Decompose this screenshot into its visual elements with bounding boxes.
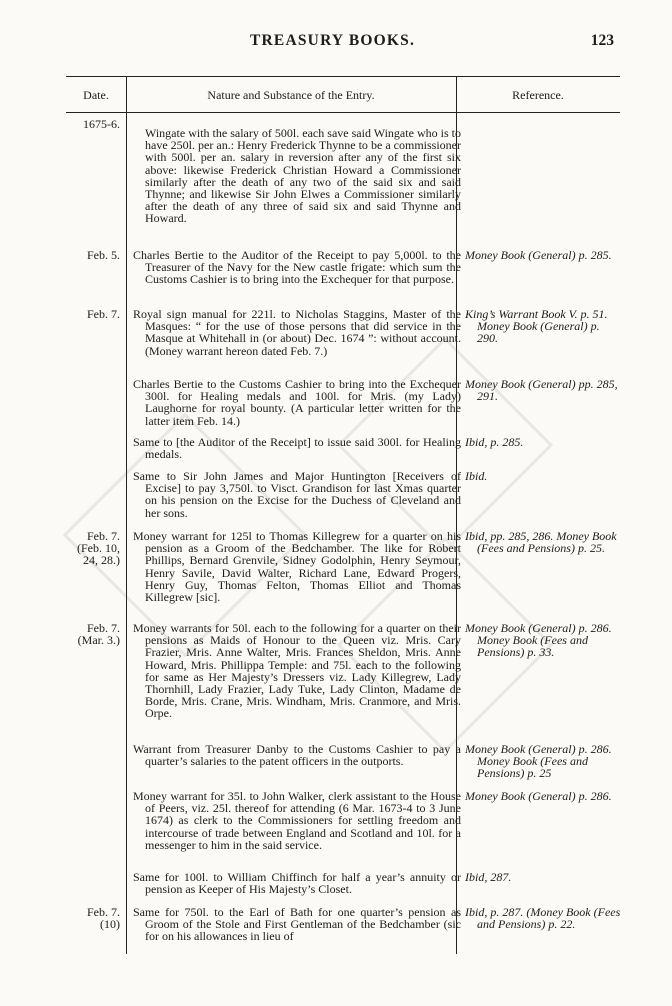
entry-text: Money warrant for 35l. to John Walker, clerk assistant to the House of Peers, viz. 25l. thereof for attending (6 Mar. 1673-4 to 3 June 1674) as clerk to the Commissioners for settling freedom and intercourse of trade between England and Scotland and 10l. for a messenger to him in the said service.: [133, 789, 461, 852]
page-title: TREASURY BOOKS.: [250, 32, 416, 49]
page-number: 123: [590, 32, 614, 49]
row-date: Feb. 7.: [87, 307, 120, 321]
entry-text: Charles Bertie to the Customs Cashier to bring into the Exchequer 300l. for Healing medals and 100l. for Mris. (my Lady) Laughorne for royal bounty. (A particular letter written for the latter item Feb. 14.): [133, 377, 461, 428]
entry-reference: King’s Warrant Book V. p. 51. Money Book (General) p. 290.: [465, 307, 608, 346]
entry-reference: Ibid.: [465, 469, 488, 483]
entry-reference: Ibid, pp. 285, 286. Money Book (Fees and Pensions) p. 25.: [465, 529, 617, 556]
entry-reference: Money Book (General) pp. 285, 291.: [465, 377, 618, 404]
row-date: Feb. 7. (Feb. 10, 24, 28.): [77, 529, 120, 568]
entry-text: Warrant from Treasurer Danby to the Customs Cashier to pay a quarter’s salaries to the patent officers in the outports.: [133, 742, 461, 769]
column-header-reference: Reference.: [512, 88, 564, 102]
entry-text: Royal sign manual for 221l. to Nicholas Staggins, Master of the Masques: “ for the use of those persons that did service in the Masque at Whitehall in (or about) Dec. 1674 ”: without account. (Money warrant hereon dated Feb. 7.): [133, 307, 461, 358]
entry-reference: Ibid, 287.: [465, 870, 512, 884]
entry-reference: Money Book (General) p. 286. Money Book (Fees and Pensions) p. 25: [465, 742, 612, 781]
entry-text: Same to [the Auditor of the Receipt] to issue said 300l. for Healing medals.: [133, 435, 461, 462]
entry-text: Same for 100l. to William Chiffinch for half a year’s annuity or pension as Keeper of His Majesty’s Closet.: [133, 870, 461, 897]
entry-reference: Money Book (General) p. 285.: [465, 248, 612, 262]
entry-reference: Money Book (General) p. 286.: [465, 789, 612, 803]
entry-text: Same to Sir John James and Major Huntington [Receivers of Excise] to pay 3,750l. to Visct. Grandison for last Xmas quarter on his pension on the Excise for the Duchess of Cleveland and her sons.: [133, 469, 461, 520]
row-date: Feb. 7. (Mar. 3.): [77, 621, 120, 648]
entry-text: Charles Bertie to the Auditor of the Receipt to pay 5,000l. to the Treasurer of the Navy for the New castle frigate: which sum the Customs Cashier is to bring into the Exchequer for that purpose.: [133, 248, 461, 287]
entry-text: Wingate with the salary of 500l. each save said Wingate who is to have 250l. per an.: Henry Frederick Thynne to be a commissioner with 500l. per an. salary in reversion after any of the first six above: likewise Frederick Christian Howard a Commissioner similarly after the death of any two of the said six and said Thynne; and likewise Sir John Elwes a Commissioner similarly after the death of any three of said six and said Thynne and Howard.: [145, 126, 461, 226]
row-date: 1675-6.: [83, 117, 120, 131]
row-date: Feb. 5.: [87, 248, 120, 262]
row-date: Feb. 7. (10): [87, 905, 120, 932]
entry-text: Same for 750l. to the Earl of Bath for one quarter’s pension as Groom of the Stole and First Gentleman of the Bedchamber (sic for on his allowances in lieu of: [133, 905, 461, 944]
entry-text: Money warrants for 50l. each to the following for a quarter on their pensions as Maids of Honour to the Queen viz. Mris. Cary Frazier, Mris. Anne Walter, Mris. Frances Sheldon, Mris. Anne Howard, Mris. Phillippa Temple: and 75l. each to the following for same as Her Majesty’s Dressers viz. Lady Killegrew, Lady Thornhill, Lady Frazier, Lady Tuke, Lady Clinton, Madame de Borde, Mris. Crane, Mris. Windham, Mris. Cranmore, and Mris. Orpe.: [133, 621, 461, 721]
column-header-date: Date.: [83, 88, 109, 102]
entry-reference: Ibid, p. 285.: [465, 435, 524, 449]
entry-reference: Money Book (General) p. 286. Money Book (Fees and Pensions) p. 33.: [465, 621, 612, 660]
entry-reference: Ibid, p. 287. (Money Book (Fees and Pensions) p. 22.: [465, 905, 621, 932]
entry-text: Money warrant for 125l to Thomas Killegrew for a quarter on his pension as a Groom of the Bedchamber. The like for Robert Phillips, Bernard Grenvile, Sidney Godolphin, Henry Seymour, Henry Savile, David Walter, Richard Lane, Edward Progers, Henry Guy, Thomas Felton, Thomas Elliot and Thomas Killegrew [sic].: [133, 529, 461, 605]
column-header-nature: Nature and Substance of the Entry.: [207, 88, 375, 102]
